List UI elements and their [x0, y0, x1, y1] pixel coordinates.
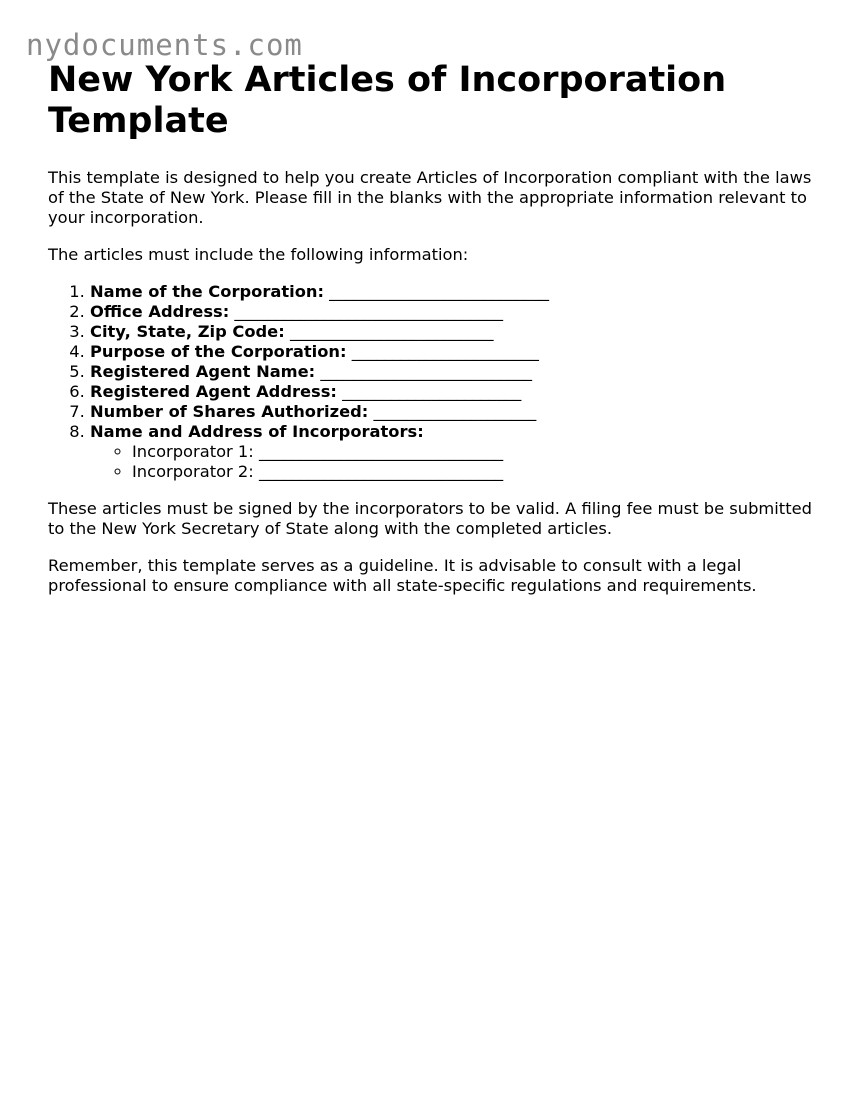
field-label: Registered Agent Address: [90, 382, 337, 401]
field-item-shares [90, 402, 818, 422]
field-item-purpose [90, 342, 818, 362]
field-blank: _______________________ [351, 342, 539, 361]
field-label: Registered Agent Name: [90, 362, 316, 381]
incorporator-blank: ______________________________ [258, 442, 504, 461]
field-blank: ____________________ [373, 402, 537, 421]
field-blank: ______________________ [342, 382, 522, 401]
incorporator-item [132, 442, 818, 462]
site-watermark: nydocuments.com [26, 28, 303, 62]
incorporator-blank: ______________________________ [258, 462, 504, 481]
incorporators-list [90, 442, 818, 482]
required-fields-list [48, 282, 818, 482]
field-label: Office Address: [90, 302, 230, 321]
guideline-paragraph: Remember, this template serves as a guideline. It is advisable to consult with a legal professional to ensure compliance with all state-specific regulations and requirements. [48, 556, 757, 595]
field-blank: ___________________________ [329, 282, 549, 301]
field-blank: __________________________ [320, 362, 533, 381]
field-item-city-state-zip [90, 322, 818, 342]
field-label: Number of Shares Authorized: [90, 402, 369, 421]
field-item-incorporators [90, 422, 818, 482]
document-body [48, 60, 818, 596]
incorporator-item [132, 462, 818, 482]
field-label: Name and Address of Incorporators: [90, 422, 424, 441]
signing-paragraph: These articles must be signed by the incorporators to be valid. A filing fee must be submitted to the New York Secretary of State along with the completed articles. [48, 499, 812, 538]
field-label: Purpose of the Corporation: [90, 342, 347, 361]
document-title: New York Articles of Incorporation Template [48, 60, 727, 141]
field-item-agent-address [90, 382, 818, 402]
incorporator-label: Incorporator 2: [132, 462, 254, 481]
field-label: City, State, Zip Code: [90, 322, 285, 341]
field-item-agent-name [90, 362, 818, 382]
field-item-office-address [90, 302, 818, 322]
lead-paragraph: The articles must include the following information: [48, 245, 469, 264]
intro-paragraph: This template is designed to help you create Articles of Incorporation compliant with the laws of the State of New York. Please fill in the blanks with the appropriate information relevant to your incorporation. [48, 168, 812, 227]
field-label: Name of the Corporation: [90, 282, 324, 301]
field-blank: _________________________ [289, 322, 494, 341]
incorporator-label: Incorporator 1: [132, 442, 254, 461]
field-item-corporation-name [90, 282, 818, 302]
field-blank: _________________________________ [234, 302, 504, 321]
